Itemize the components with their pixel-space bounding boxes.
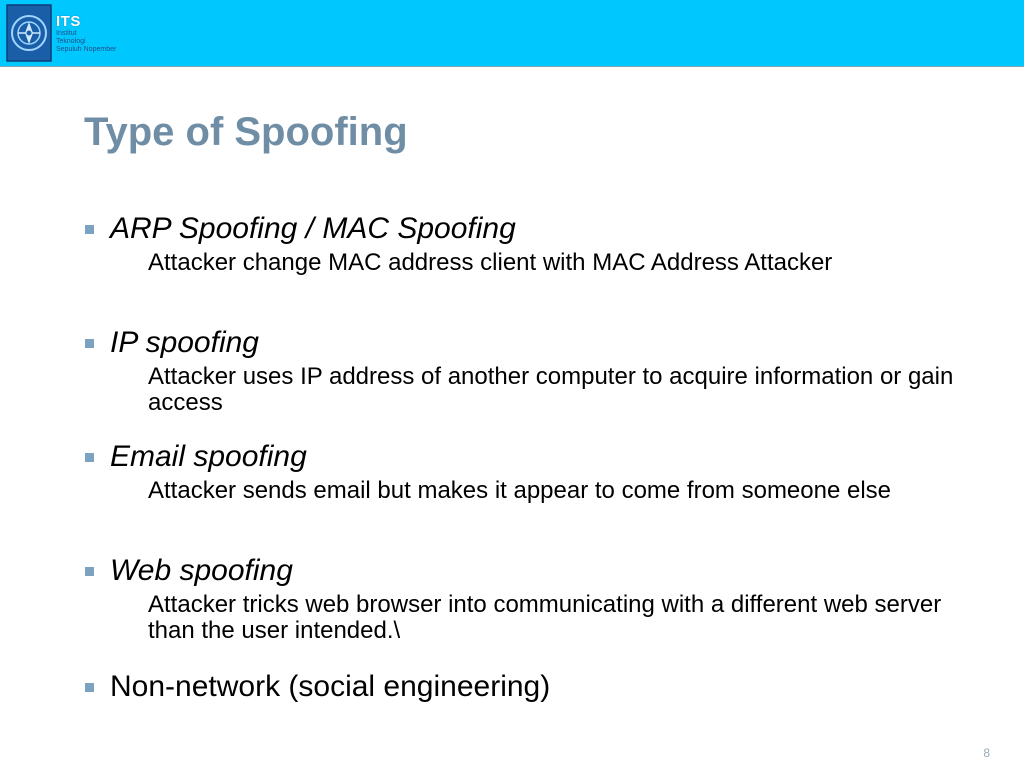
item-heading: ARP Spoofing / MAC Spoofing <box>110 212 516 245</box>
square-bullet-icon <box>85 683 94 692</box>
its-seal-icon <box>6 4 52 62</box>
item-heading: Non-network (social engineering) <box>110 670 551 703</box>
square-bullet-icon <box>85 225 94 234</box>
header-bar <box>0 0 1024 67</box>
logo-text <box>56 14 116 53</box>
slide-title: Type of Spoofing <box>84 110 408 154</box>
square-bullet-icon <box>85 567 94 576</box>
list-item <box>84 668 550 706</box>
square-bullet-icon <box>85 453 94 462</box>
logo-line: Sepuluh Nopember <box>56 45 117 53</box>
item-description: Attacker tricks web browser into communicating with a different web server than the user intended.\ <box>148 591 942 644</box>
logo-line: Teknologi <box>56 37 86 45</box>
list-item <box>84 324 958 416</box>
item-description: Attacker sends email but makes it appear to come from someone else <box>148 477 892 504</box>
list-item <box>84 438 958 504</box>
its-logo <box>6 3 116 63</box>
square-bullet-icon <box>85 339 94 348</box>
list-item <box>84 210 958 276</box>
item-heading: Web spoofing <box>110 554 293 587</box>
item-heading: Email spoofing <box>110 440 307 473</box>
logo-abbreviation: ITS <box>56 12 81 30</box>
page-number: 8 <box>983 746 990 760</box>
item-heading: IP spoofing <box>110 326 259 359</box>
list-item <box>84 552 958 644</box>
item-description: Attacker change MAC address client with MAC Address Attacker <box>148 249 833 276</box>
logo-line: Institut <box>56 29 77 37</box>
item-description: Attacker uses IP address of another computer to acquire information or gain access <box>148 363 954 416</box>
